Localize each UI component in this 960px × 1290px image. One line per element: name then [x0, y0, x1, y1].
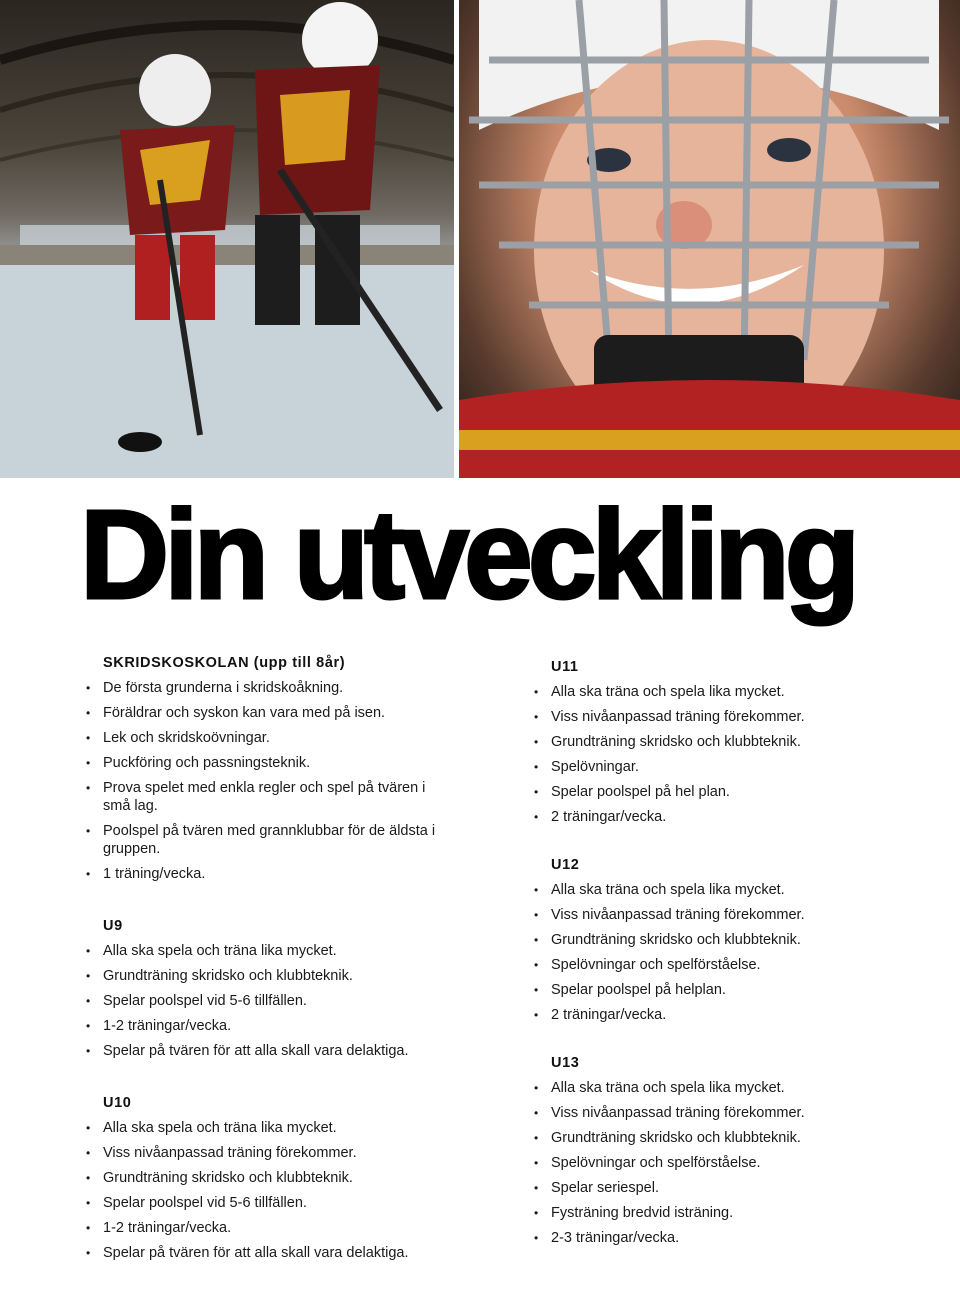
- list-item: • 1 träning/vecka.: [86, 865, 456, 883]
- right-column: [534, 658, 894, 1277]
- section-title: U10: [103, 1095, 132, 1111]
- bullet-list: [534, 683, 894, 826]
- list-item: • Spelövningar och spelförståelse.: [534, 956, 894, 974]
- section-title: SKRIDSKOSKOLAN (upp till 8år): [103, 655, 346, 671]
- list-item: • Viss nivåanpassad träning förekommer.: [86, 1144, 456, 1162]
- list-item: • Grundträning skridsko och klubbteknik.: [534, 733, 894, 751]
- list-item: • 2 träningar/vecka.: [534, 1006, 894, 1024]
- list-item: • 1-2 träningar/vecka.: [86, 1219, 456, 1237]
- bullet-list: [86, 679, 456, 883]
- list-item: • Grundträning skridsko och klubbteknik.: [534, 1129, 894, 1147]
- list-item: • Spelar poolspel på hel plan.: [534, 783, 894, 801]
- bullet-list: [86, 1119, 456, 1262]
- section-u13: [534, 1054, 894, 1247]
- list-item: • Grundträning skridsko och klubbteknik.: [86, 967, 456, 985]
- section-title: U9: [103, 918, 123, 934]
- list-item: • Spelar på tvären för att alla skall vara delaktiga.: [86, 1244, 456, 1262]
- section-title: U13: [551, 1055, 580, 1071]
- section-u11: [534, 658, 894, 826]
- list-item: • 1-2 träningar/vecka.: [86, 1017, 456, 1035]
- list-item: • Alla ska spela och träna lika mycket.: [86, 1119, 456, 1137]
- helmet-portrait-illustration: [459, 0, 960, 478]
- list-item: • Spelar poolspel på helplan.: [534, 981, 894, 999]
- list-item: • Alla ska träna och spela lika mycket.: [534, 683, 894, 701]
- list-item: • Lek och skridskoövningar.: [86, 729, 456, 747]
- list-item: • Grundträning skridsko och klubbteknik.: [86, 1169, 456, 1187]
- left-column: [86, 654, 456, 1290]
- list-item: • Spelövningar.: [534, 758, 894, 776]
- list-item: • Prova spelet med enkla regler och spel på tvären i små lag.: [86, 779, 456, 815]
- bullet-list: [86, 942, 456, 1060]
- list-item: • 2 träningar/vecka.: [534, 808, 894, 826]
- list-item: • Spelar poolspel vid 5-6 tillfällen.: [86, 992, 456, 1010]
- photo-kids-on-ice: [0, 0, 454, 478]
- list-item: • De första grunderna i skridskoåkning.: [86, 679, 456, 697]
- list-item: • Alla ska träna och spela lika mycket.: [534, 1079, 894, 1097]
- list-item: • Grundträning skridsko och klubbteknik.: [534, 931, 894, 949]
- list-item: • Alla ska spela och träna lika mycket.: [86, 942, 456, 960]
- list-item: • Alla ska träna och spela lika mycket.: [534, 881, 894, 899]
- list-item: • Poolspel på tvären med grannklubbar för de äldsta i gruppen.: [86, 822, 456, 858]
- section-title: U11: [551, 659, 579, 675]
- section-skridskoskolan: [86, 654, 456, 883]
- list-item: • Viss nivåanpassad träning förekommer.: [534, 906, 894, 924]
- photo-helmet-portrait: [459, 0, 960, 478]
- page-title: Din utveckling: [80, 484, 856, 625]
- section-u10: [86, 1094, 456, 1262]
- list-item: • Föräldrar och syskon kan vara med på isen.: [86, 704, 456, 722]
- bullet-list: [534, 881, 894, 1024]
- list-item: • Puckföring och passningsteknik.: [86, 754, 456, 772]
- kids-on-ice-illustration: [0, 0, 454, 478]
- bullet-list: [534, 1079, 894, 1247]
- list-item: • Spelar poolspel vid 5-6 tillfällen.: [86, 1194, 456, 1212]
- list-item: • Spelövningar och spelförståelse.: [534, 1154, 894, 1172]
- list-item: • Spelar seriespel.: [534, 1179, 894, 1197]
- list-item: • Spelar på tvären för att alla skall vara delaktiga.: [86, 1042, 456, 1060]
- section-u12: [534, 856, 894, 1024]
- list-item: • 2-3 träningar/vecka.: [534, 1229, 894, 1247]
- list-item: • Fysträning bredvid isträning.: [534, 1204, 894, 1222]
- section-u9: [86, 917, 456, 1060]
- list-item: • Viss nivåanpassad träning förekommer.: [534, 708, 894, 726]
- section-title: U12: [551, 857, 580, 873]
- list-item: • Viss nivåanpassad träning förekommer.: [534, 1104, 894, 1122]
